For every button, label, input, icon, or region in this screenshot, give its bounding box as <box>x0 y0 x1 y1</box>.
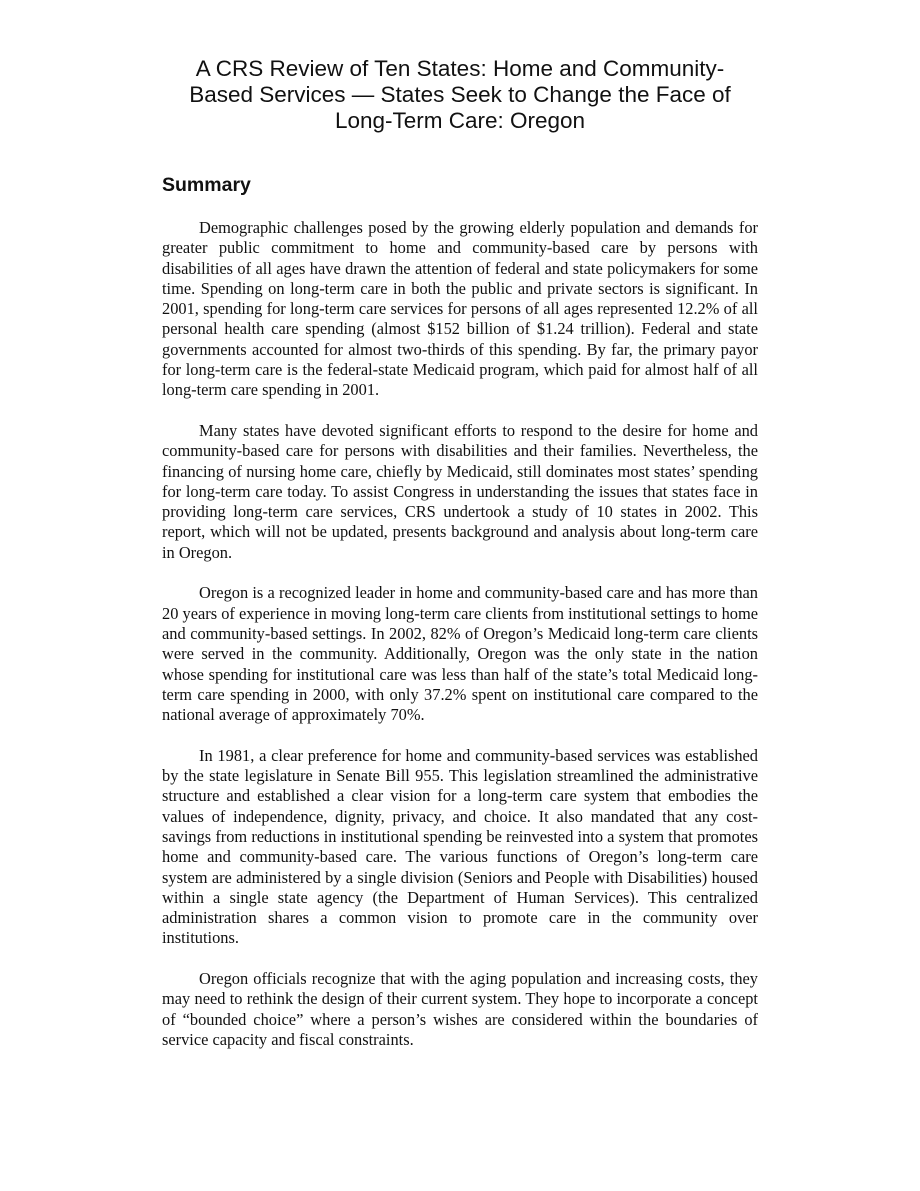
summary-heading: Summary <box>162 174 251 196</box>
summary-paragraph: In 1981, a clear preference for home and community-based services was established by the state legislature in Senate Bill 955. This legislation streamlined the administrative structure and established a clear vision for a long-term care system that embodies the values of independence, dignity, privacy, and choice. It also mandated that any cost-savings from reductions in institutional spending be reinvested into a system that promotes home and community-based care. The various functions of Oregon’s long-term care system are administered by a single division (Seniors and People with Disabilities) housed within a single state agency (the Department of Human Services). This centralized administration shares a common vision to promote care in the community over institutions. <box>162 745 758 948</box>
summary-body <box>162 218 758 1050</box>
title-line: Based Services — States Seek to Change the Face of <box>189 82 731 107</box>
title-line: Long-Term Care: Oregon <box>334 108 586 133</box>
summary-paragraph: Many states have devoted significant efforts to respond to the desire for home and community-based care for persons with disabilities and their families. Nevertheless, the financing of nursing home care, chiefly by Medicaid, still dominates most states’ spending for long-term care today. To assist Congress in understanding the issues that states face in providing long-term care services, CRS undertook a study of 10 states in 2002. This report, which will not be updated, presents background and analysis about long-term care in Oregon. <box>162 420 758 562</box>
summary-paragraph: Oregon officials recognize that with the aging population and increasing costs, they may need to rethink the design of their current system. They hope to incorporate a concept of “bounded choice” where a person’s wishes are considered within the boundaries of service capacity and fiscal constraints. <box>162 968 758 1049</box>
summary-paragraph: Oregon is a recognized leader in home and community-based care and has more than 20 years of experience in moving long-term care clients from institutional settings to home and community-based settings. In 2002, 82% of Oregon’s Medicaid long-term care clients were served in the community. Additionally, Oregon was the only state in the nation whose spending for institutional care was less than half of the state’s total Medicaid long-term care spending in 2000, with only 37.2% spent on institutional care compared to the national average of approximately 70%. <box>162 583 758 725</box>
document-page <box>162 0 758 1070</box>
document-title <box>162 56 758 134</box>
title-line: A CRS Review of Ten States: Home and Community- <box>195 56 725 81</box>
summary-paragraph: Demographic challenges posed by the growing elderly population and demands for greater public commitment to home and community-based care by persons with disabilities of all ages have drawn the attention of federal and state policymakers for some time. Spending on long-term care in both the public and private sectors is significant. In 2001, spending for long-term care services for persons of all ages represented 12.2% of all personal health care spending (almost $152 billion of $1.24 trillion). Federal and state governments accounted for almost two-thirds of this spending. By far, the primary payor for long-term care is the federal-state Medicaid program, which paid for almost half of all long-term care spending in 2001. <box>162 218 758 400</box>
